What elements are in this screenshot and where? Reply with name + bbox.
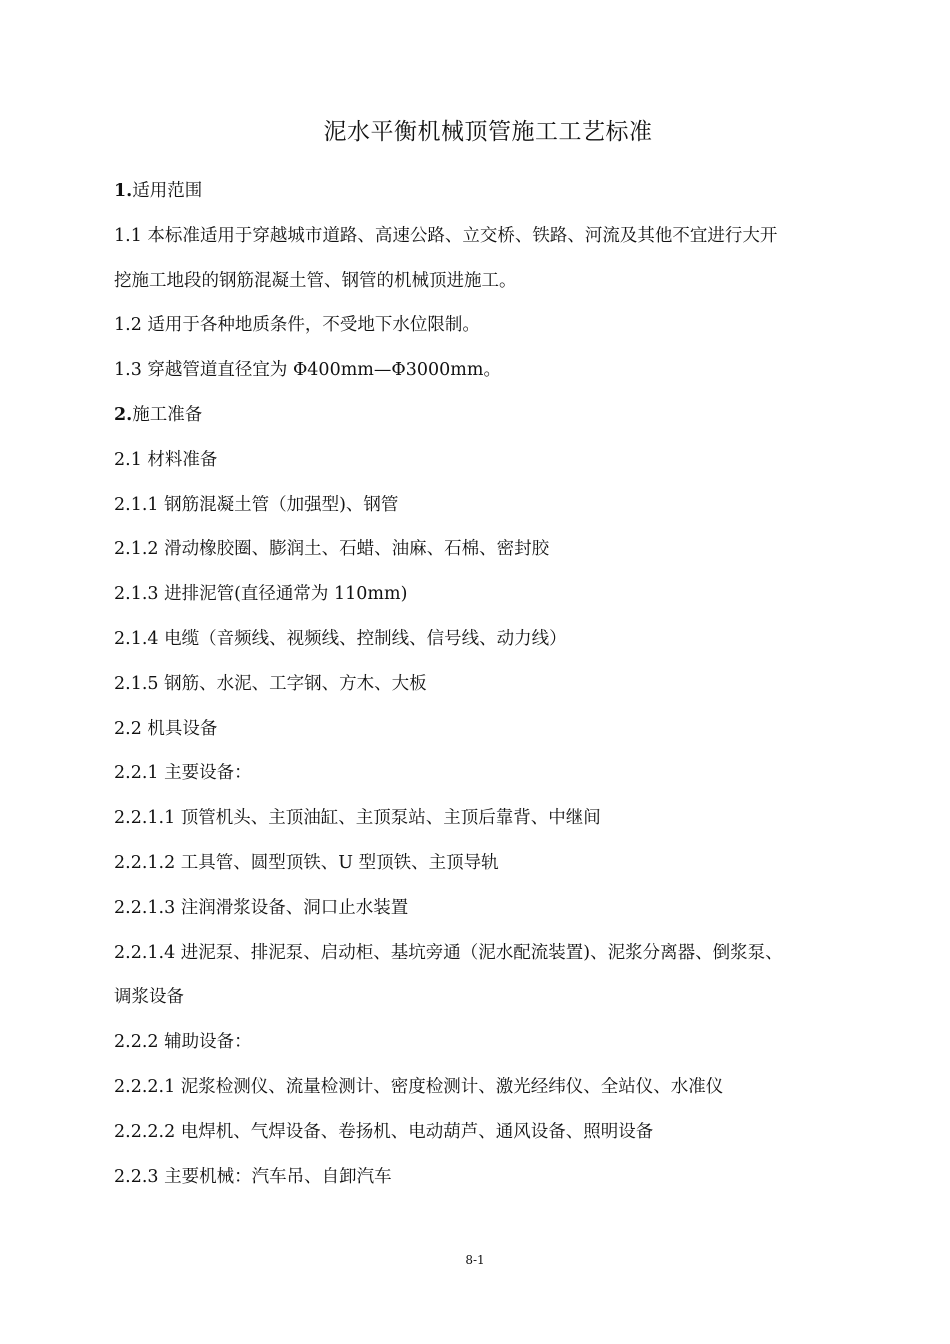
- line-text: 2.2 机具设备: [114, 718, 218, 739]
- text-line: [114, 1029, 252, 1055]
- line-text: 2.2.1.3 注润滑浆设备、洞口止水装置: [114, 897, 409, 918]
- text-line: [114, 536, 549, 562]
- document-title: 泥水平衡机械顶管施工工艺标准: [323, 119, 653, 145]
- line-text: 1.1 本标准适用于穿越城市道路、高速公路、立交桥、铁路、河流及其他不宜进行大开: [114, 225, 778, 246]
- line-text: 1.2 适用于各种地质条件，不受地下水位限制。: [114, 315, 480, 336]
- text-line: [114, 671, 427, 697]
- text-line: [114, 805, 601, 831]
- text-line: [114, 1074, 723, 1100]
- text-line: [114, 268, 517, 294]
- text-line: [114, 357, 501, 383]
- line-text: 2.1.3 进排泥管(直径通常为 110mm): [114, 584, 408, 605]
- page-number: 8-1: [465, 1253, 485, 1267]
- line-text: 2.1.2 滑动橡胶圈、膨润土、石蜡、油麻、石棉、密封胶: [114, 539, 550, 560]
- line-text: 2.2.3 主要机械：汽车吊、自卸汽车: [114, 1166, 392, 1187]
- line-text: 适用范围: [132, 181, 203, 201]
- text-line: [114, 178, 202, 204]
- text-line: [114, 402, 202, 428]
- text-line: [114, 447, 217, 473]
- line-text: 2.2.1.4 进泥泵、排泥泵、启动柜、基坑旁通（泥水配流装置)、泥浆分离器、倒浆泵、: [114, 942, 783, 963]
- text-line: [114, 716, 217, 742]
- text-line: [114, 984, 184, 1010]
- text-line: [114, 492, 398, 518]
- line-text: 2.2.2.1 泥浆检测仪、流量检测计、密度检测计、激光经纬仪、全站仪、水准仪: [114, 1077, 724, 1097]
- text-line: [114, 940, 783, 966]
- text-line: [114, 895, 408, 921]
- text-line: [114, 626, 567, 652]
- line-text: 挖施工地段的钢筋混凝土管、钢管的机械顶进施工。: [114, 270, 517, 291]
- line-text: 1.3 穿越管道直径宜为 Φ400mm—Φ3000mm。: [114, 360, 501, 381]
- line-text: 2.1.5 钢筋、水泥、工字钢、方木、大板: [114, 673, 427, 694]
- text-line: [114, 223, 777, 249]
- line-text: 2.2.2.2 电焊机、气焊设备、卷扬机、电动葫芦、通风设备、照明设备: [114, 1121, 654, 1142]
- line-text: 2.1.4 电缆（音频线、视频线、控制线、信号线、动力线）: [114, 629, 567, 649]
- line-text: 2.2.1.2 工具管、圆型顶铁、U 型顶铁、主顶导轨: [114, 853, 499, 873]
- line-text: 2.1 材料准备: [114, 449, 218, 470]
- text-line: [114, 581, 407, 607]
- line-text: 2.2.2 辅助设备：: [114, 1032, 252, 1053]
- line-text: 调浆设备: [114, 987, 184, 1008]
- text-line: [114, 312, 480, 338]
- section-number: 1.: [114, 181, 133, 201]
- text-line: [114, 1119, 653, 1145]
- line-text: 2.2.1 主要设备：: [114, 763, 252, 784]
- line-text: 2.2.1.1 顶管机头、主顶油缸、主顶泵站、主顶后靠背、中继间: [114, 808, 601, 829]
- section-number: 2.: [114, 405, 133, 425]
- text-line: [114, 850, 499, 876]
- text-line: [114, 760, 252, 786]
- line-text: 2.1.1 钢筋混凝土管（加强型)、钢管: [114, 494, 399, 515]
- text-line: [114, 1164, 392, 1190]
- line-text: 施工准备: [132, 405, 203, 425]
